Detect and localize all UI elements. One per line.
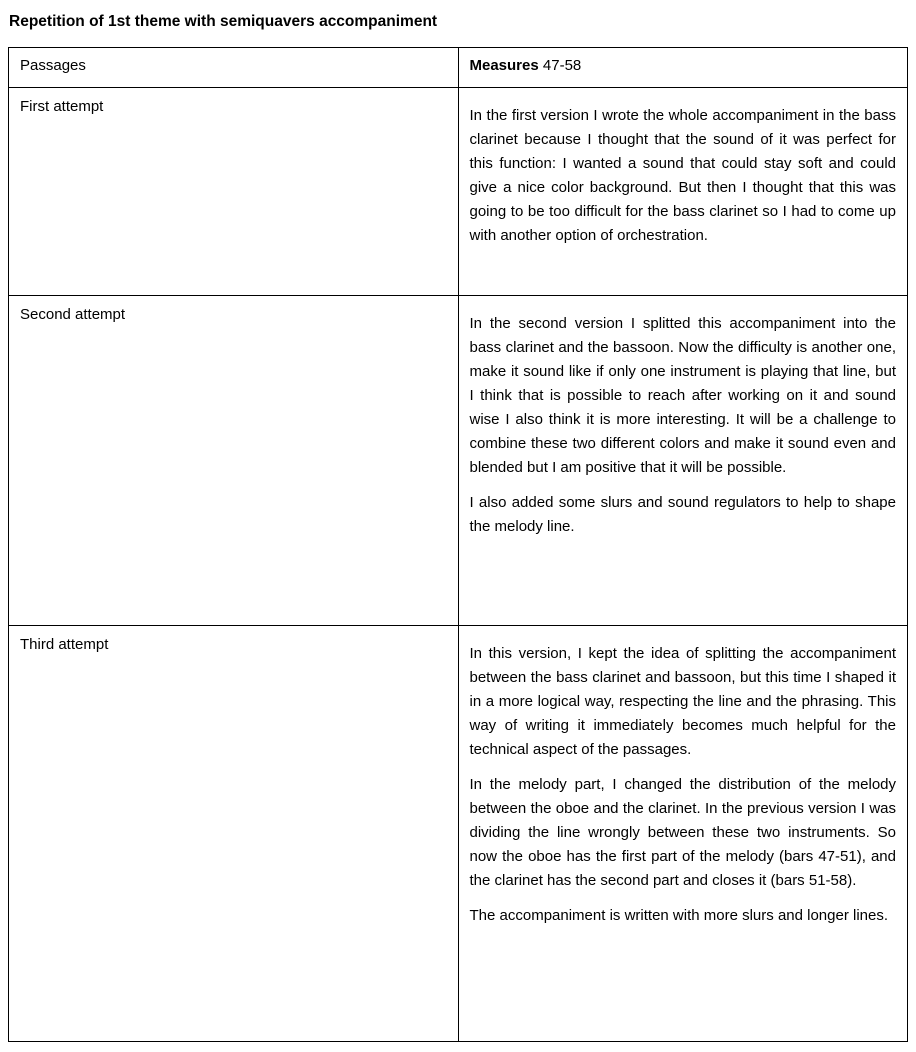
- measures-label: Measures: [469, 57, 539, 74]
- paragraph: In the melody part, I changed the distribution of the melody between the oboe and the clarinet. In the previous version I was dividing the line wrongly between these two instruments. So now the oboe has the first part of the melody (bars 47-51), and the clarinet has the second part and closes it (bars 51-58).: [469, 776, 896, 889]
- description-cell: [458, 88, 908, 296]
- row-second-attempt: [9, 296, 908, 626]
- passage-label: First attempt: [20, 98, 104, 115]
- paragraph: The accompaniment is written with more slurs and longer lines.: [469, 907, 889, 924]
- description-cell: [458, 626, 908, 1042]
- row-first-attempt: [9, 88, 908, 296]
- row-third-attempt: [9, 626, 908, 1042]
- passage-cell: [9, 626, 459, 1042]
- header-passages: Passages: [9, 48, 459, 88]
- passage-label: Third attempt: [20, 636, 109, 653]
- header-measures: [458, 48, 908, 88]
- paragraph: In this version, I kept the idea of splitting the accompaniment between the bass clarinet and bassoon, but this time I shaped it in a more logical way, respecting the line and the phrasing. This way of writing it immediately becomes much helpful for the technical aspect of the passages.: [469, 645, 896, 758]
- page-title: Repetition of 1st theme with semiquavers accompaniment: [9, 13, 438, 30]
- paragraph: In the first version I wrote the whole accompaniment in the bass clarinet because I thought that the sound of it was perfect for this function: I wanted a sound that could stay soft and could give a nice color background. But then I thought that this was going to be too difficult for the bass clarinet so I had to come up with another option of orchestration.: [469, 107, 896, 244]
- passage-cell: [9, 296, 459, 626]
- paragraph: I also added some slurs and sound regulators to help to shape the melody line.: [469, 494, 896, 535]
- passage-label: Second attempt: [20, 306, 126, 323]
- paragraph: In the second version I splitted this accompaniment into the bass clarinet and the bassoon. Now the difficulty is another one, make it sound like if only one instrument is playing that line, but I think that is possible to reach after working on it and sound wise I also think it is more interesting. It will be a challenge to combine these two different colors and make it sound even and blended but I am positive that it will be possible.: [469, 315, 896, 476]
- passage-cell: [9, 88, 459, 296]
- attempts-table: [8, 47, 908, 1042]
- description-cell: [458, 296, 908, 626]
- measures-value: 47-58: [542, 57, 582, 74]
- table-header-row: [9, 48, 908, 88]
